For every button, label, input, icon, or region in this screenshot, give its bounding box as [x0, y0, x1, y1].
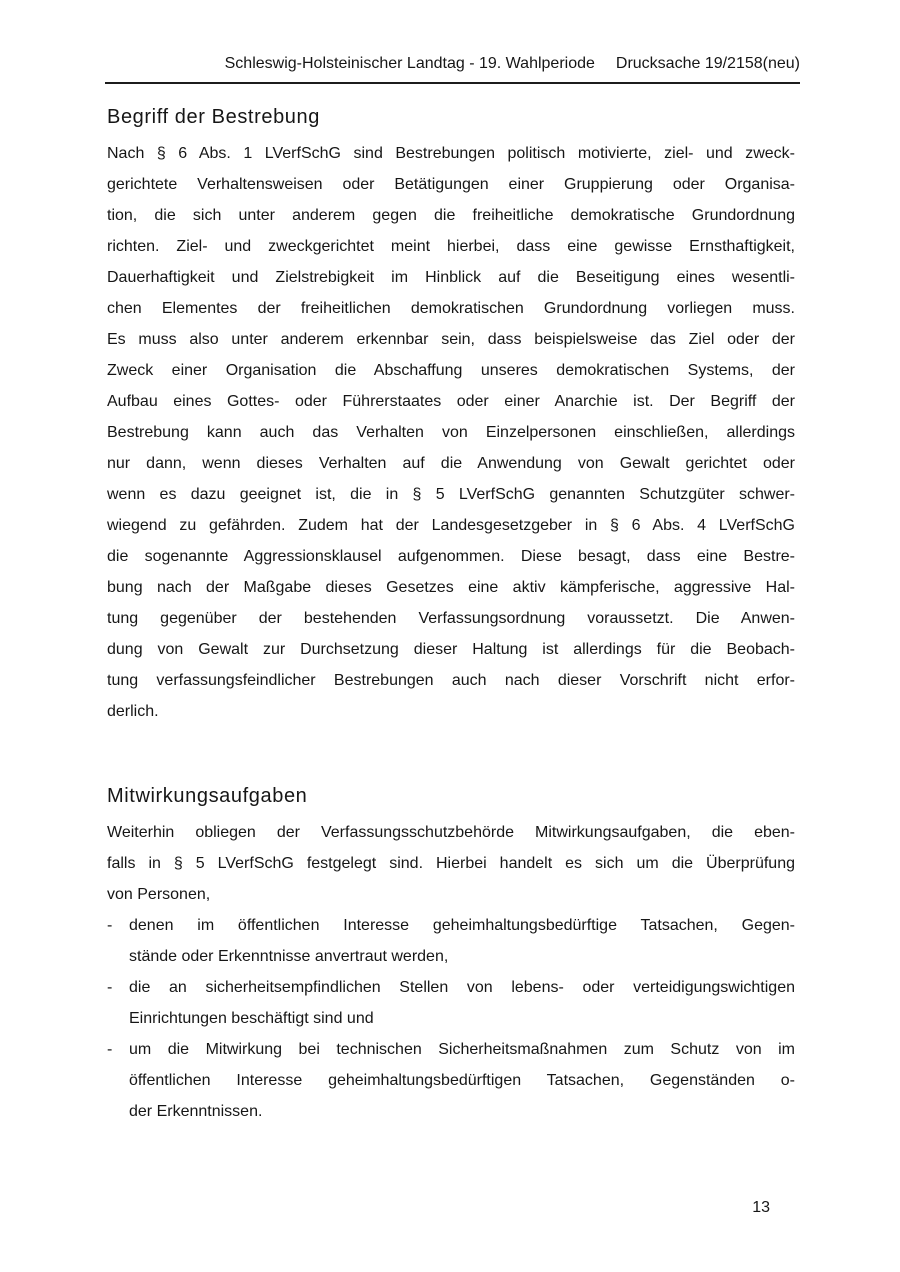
bullet-marker: - [107, 917, 113, 934]
list-item [107, 1034, 795, 1127]
text-line: von Personen, [107, 886, 211, 903]
text-line: tion, die sich unter anderem gegen die freiheitliche demokratische Grundordnung [107, 207, 795, 224]
header-drucksache-label: Drucksache 19/2158(neu) [615, 55, 800, 72]
page-header [105, 54, 800, 84]
list-item-text [129, 910, 795, 972]
text-line: dung von Gewalt zur Durchsetzung dieser Haltung ist allerdings für die Beobach- [107, 641, 795, 658]
text-line: falls in § 5 LVerfSchG festgelegt sind. Hierbei handelt es sich um die Überprüfung [107, 855, 795, 872]
bullet-marker: - [107, 979, 113, 996]
text-line: Zweck einer Organisation die Abschaffung unseres demokratischen Systems, der [107, 362, 795, 379]
text-line: Es muss also unter anderem erkennbar sein, dass beispielsweise das Ziel oder der [107, 331, 795, 348]
list-item [107, 972, 795, 1034]
bullet-marker: - [107, 1041, 113, 1058]
paragraph-begriff [107, 138, 795, 727]
text-line: Einrichtungen beschäftigt sind und [129, 1010, 374, 1027]
section-heading-mitwirkung: Mitwirkungsaufgaben [107, 785, 308, 807]
text-line: die sogenannte Aggressionsklausel aufgenommen. Diese besagt, dass eine Bestre- [107, 548, 795, 565]
list-item [107, 910, 795, 972]
text-line: wenn es dazu geeignet ist, die in § 5 LVerfSchG genannten Schutzgüter schwer- [107, 486, 795, 503]
text-line: Bestrebung kann auch das Verhalten von Einzelpersonen einschließen, allerdings [107, 424, 795, 441]
header-parliament-label: Schleswig-Holsteinischer Landtag - 19. Wahlperiode [224, 55, 595, 72]
text-line: richten. Ziel- und zweckgerichtet meint hierbei, dass eine gewisse Ernsthaftigkeit, [107, 238, 795, 255]
text-line: Dauerhaftigkeit und Zielstrebigkeit im Hinblick auf die Beseitigung eines wesentli- [107, 269, 795, 286]
text-line: Weiterhin obliegen der Verfassungsschutzbehörde Mitwirkungsaufgaben, die eben- [107, 824, 795, 841]
text-line: die an sicherheitsempfindlichen Stellen von lebens- oder verteidigungswichtigen [129, 979, 795, 996]
text-line: um die Mitwirkung bei technischen Sicherheitsmaßnahmen zum Schutz von im [129, 1041, 795, 1058]
text-line: stände oder Erkenntnisse anvertraut werden, [129, 948, 449, 965]
list-item-text [129, 972, 795, 1034]
text-line: tung verfassungsfeindlicher Bestrebungen auch nach dieser Vorschrift nicht erfor- [107, 672, 795, 689]
text-line: nur dann, wenn dieses Verhalten auf die Anwendung von Gewalt gerichtet oder [107, 455, 795, 472]
text-line: Nach § 6 Abs. 1 LVerfSchG sind Bestrebungen politisch motivierte, ziel- und zweck- [107, 145, 795, 162]
paragraph-mitwirkung [107, 817, 795, 1127]
page-number: 13 [752, 1199, 770, 1216]
text-line: gerichtete Verhaltensweisen oder Betätigungen einer Gruppierung oder Organisa- [107, 176, 795, 193]
text-line: denen im öffentlichen Interesse geheimhaltungsbedürftige Tatsachen, Gegen- [129, 917, 795, 934]
list-item-text [129, 1034, 795, 1127]
section-heading-begriff: Begriff der Bestrebung [107, 106, 320, 128]
text-line: Aufbau eines Gottes- oder Führerstaates oder einer Anarchie ist. Der Begriff der [107, 393, 795, 410]
text-line: derlich. [107, 703, 159, 720]
text-line: wiegend zu gefährden. Zudem hat der Landesgesetzgeber in § 6 Abs. 4 LVerfSchG [107, 517, 795, 534]
text-line: chen Elementes der freiheitlichen demokratischen Grundordnung vorliegen muss. [107, 300, 795, 317]
text-line: tung gegenüber der bestehenden Verfassungsordnung voraussetzt. Die Anwen- [107, 610, 795, 627]
text-line: öffentlichen Interesse geheimhaltungsbedürftigen Tatsachen, Gegenständen o- [129, 1072, 795, 1089]
text-line: der Erkenntnissen. [129, 1103, 263, 1120]
text-line: bung nach der Maßgabe dieses Gesetzes eine aktiv kämpferische, aggressive Hal- [107, 579, 795, 596]
